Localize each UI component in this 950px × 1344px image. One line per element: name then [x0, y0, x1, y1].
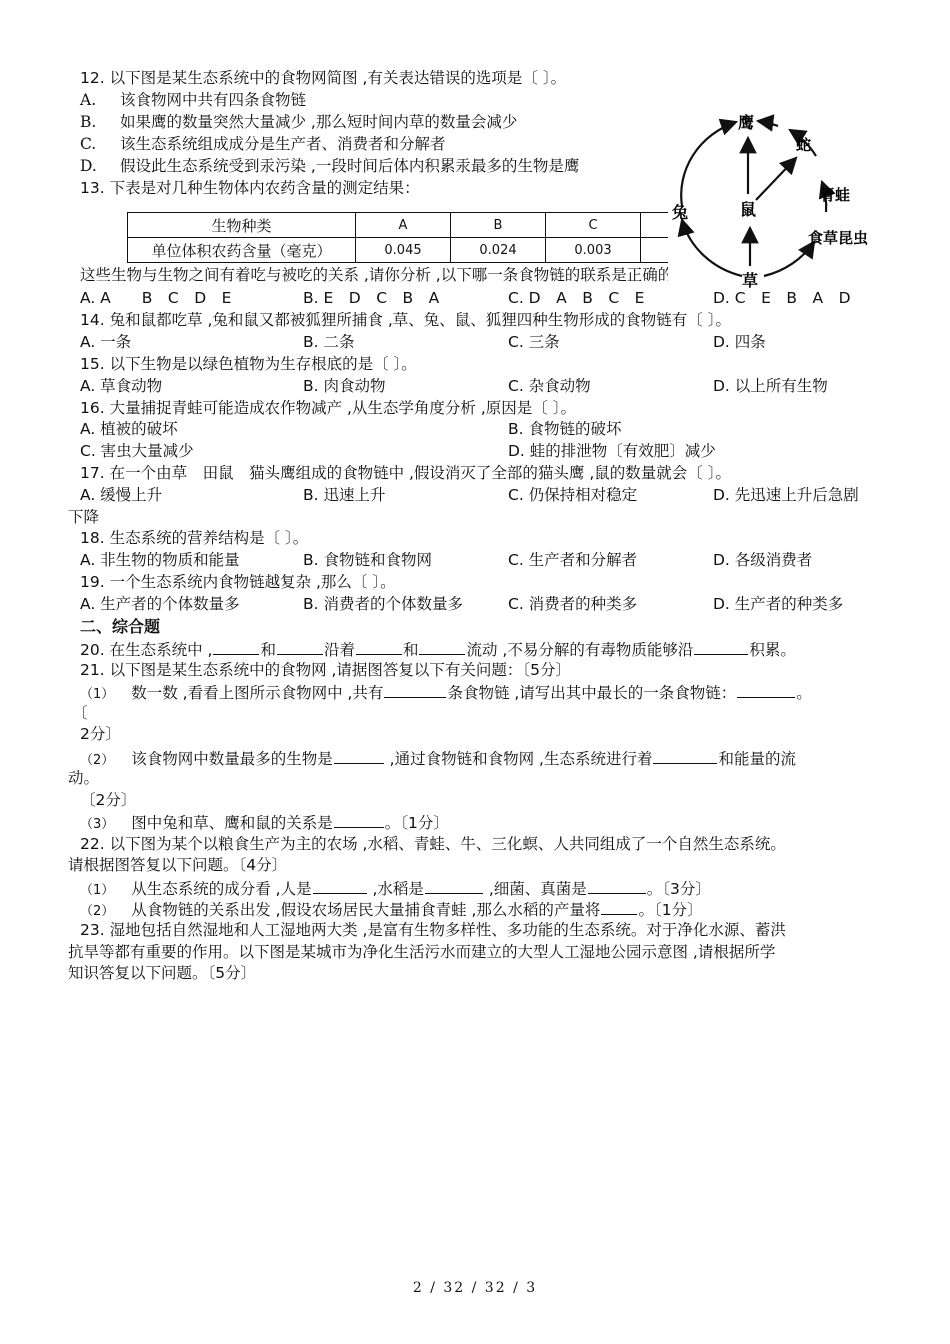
food-web-svg [668, 108, 883, 290]
q21-text: 和能量的流 [718, 750, 796, 768]
answer-blank[interactable] [601, 899, 637, 915]
answer-blank[interactable] [277, 639, 323, 655]
table-header-cell: 单位体积农药含量（毫克） [128, 238, 356, 263]
node-insect: 食草昆虫 [808, 229, 869, 247]
q21-text: 数一数 ,看看上图所示食物网中 ,共有 [131, 684, 384, 702]
q21-sub2-wrap2: 〔2分〕 [80, 791, 137, 809]
answer-blank[interactable] [737, 682, 795, 698]
q13-option-d: D. C E B A D [713, 289, 851, 307]
q14-stem: 14. 兔和鼠都吃草 ,兔和鼠又都被狐狸所捕食 ,草、兔、鼠、狐狸四种生物形成的食物链有〔 〕。 [80, 311, 731, 329]
q13-stem: 13. 下表是对几种生物体内农药含量的测定结果： [80, 179, 420, 197]
arrow-mouse-snake [756, 158, 796, 200]
answer-blank[interactable] [356, 639, 402, 655]
q18-option-a: A. 非生物的物质和能量 [80, 551, 240, 569]
q14-option-c: C. 三条 [508, 333, 560, 351]
option-letter: D. [80, 157, 97, 175]
q17-stem: 17. 在一个由草 田鼠 猫头鹰组成的食物链中 ,假设消灭了全部的猫头鹰 ,鼠的数量就会〔 〕。 [80, 464, 731, 482]
q23-line2: 抗旱等都有重要的作用。以下图是某城市为净化生活污水而建立的大型人工湿地公园示意图 ,请根据所学 [68, 943, 776, 961]
answer-blank[interactable] [384, 682, 446, 698]
arc-grass-rabbit [682, 220, 742, 276]
sub-number: （1） [80, 883, 115, 898]
q19-option-a: A. 生产者的个体数量多 [80, 595, 240, 613]
table-cell: 0.003 [546, 238, 641, 263]
q20-text: 和 [402, 641, 419, 659]
option-text: 如果鹰的数量突然大量减少 ,那么短时间内草的数量会减少 [120, 113, 518, 131]
q13-question: 这些生物与生物之间有着吃与被吃的关系 ,请你分析 ,以下哪一条食物链的联系是正确的〔 〕。 [80, 266, 717, 284]
q19-option-c: C. 消费者的种类多 [508, 595, 638, 613]
table-cell: B [451, 213, 546, 238]
q16-stem: 16. 大量捕捉青蛙可能造成农作物减产 ,从生态学角度分析 ,原因是〔 〕。 [80, 399, 576, 417]
answer-blank[interactable] [694, 639, 748, 655]
sub-number: （3） [80, 817, 115, 832]
option-text: 该生态系统组成成分是生产者、消费者和分解者 [120, 135, 446, 153]
q21-text: 。〔1分〕 [384, 814, 449, 832]
q15-option-a: A. 草食动物 [80, 377, 163, 395]
q13-option-c: C. D A B C E [508, 289, 645, 307]
q13-option-b: B. E D C B A [303, 289, 440, 307]
q21-stem: 21. 以下图是某生态系统中的食物网 ,请据图答复以下有关问题：〔5分〕 [80, 661, 572, 679]
answer-blank[interactable] [334, 812, 384, 828]
q17-option-c: C. 仍保持相对稳定 [508, 486, 638, 504]
q22-text: ,水稻是 [367, 880, 424, 898]
q21-text: 。 [796, 684, 812, 702]
q21-text: ,通过食物链和食物网 ,生态系统进行着 [384, 750, 653, 768]
table-row [128, 213, 736, 238]
answer-blank[interactable] [425, 878, 483, 894]
option-letter: A. [80, 91, 97, 109]
q19-option-b: B. 消费者的个体数量多 [303, 595, 463, 613]
q21-sub1-wrap2: 2分〕 [80, 725, 121, 743]
table-cell: D [641, 213, 736, 238]
q20-text: 和 [260, 641, 276, 659]
node-snake: 蛇 [796, 136, 812, 154]
node-grass: 草 [742, 271, 759, 290]
option-letter: B. [80, 113, 97, 131]
q12-option-d [80, 156, 580, 176]
node-frog: 青蛙 [820, 186, 851, 204]
answer-blank[interactable] [213, 639, 259, 655]
answer-blank[interactable] [334, 748, 384, 764]
table-cell: 0.024 [451, 238, 546, 263]
q18-option-d: D. 各级消费者 [713, 551, 813, 569]
q19-option-d: D. 生产者的种类多 [713, 595, 844, 613]
arc-grass-insect [764, 242, 814, 276]
arc-rabbit-eagle [681, 122, 736, 206]
q21-text: 图中兔和草、鹰和鼠的关系是 [131, 814, 333, 832]
q22-sub1 [80, 878, 711, 901]
q22-sub2 [80, 899, 703, 922]
q18-stem: 18. 生态系统的营养结构是〔 〕。 [80, 529, 309, 547]
q19-stem: 19. 一个生态系统内食物链越复杂 ,那么〔 〕。 [80, 573, 396, 591]
food-web-diagram [668, 108, 883, 294]
q23-line1: 23. 湿地包括自然湿地和人工湿地两大类 ,是富有生物多样性、多功能的生态系统。对于净化水源、蓄洪 [80, 921, 786, 939]
q15-option-d: D. 以上所有生物 [713, 377, 828, 395]
q21-sub1 [80, 682, 812, 705]
q22-stem-line2: 请根据图答复以下问题。〔4分〕 [68, 856, 288, 874]
q20-text: 沿着 [323, 641, 355, 659]
q15-stem: 15. 以下生物是以绿色植物为生存根底的是〔 〕。 [80, 355, 417, 373]
q23-line3: 知识答复以下问题。〔5分〕 [68, 964, 257, 982]
q16-option-d: D. 蛙的排泄物〔有效肥〕减少 [508, 442, 716, 460]
q14-option-b: B. 二条 [303, 333, 355, 351]
q14-option-a: A. 一条 [80, 333, 132, 351]
q22-text: ,细菌、真菌是 [483, 880, 587, 898]
table-cell: C [546, 213, 641, 238]
q18-option-b: B. 食物链和食物网 [303, 551, 432, 569]
q22-text: 。〔3分〕 [646, 880, 711, 898]
q16-option-a: A. 植被的破坏 [80, 420, 178, 438]
q16-option-c: C. 害虫大量减少 [80, 442, 194, 460]
q15-option-b: B. 肉食动物 [303, 377, 386, 395]
option-text: 假设此生态系统受到汞污染 ,一段时间后体内积累汞最多的生物是鹰 [120, 157, 580, 175]
q17-option-a: A. 缓慢上升 [80, 486, 163, 504]
q21-sub3 [80, 812, 449, 835]
q21-sub1-wrap1: 〔 [72, 704, 88, 722]
q12-option-a [80, 90, 307, 110]
q20-text: 积累。 [749, 641, 796, 659]
node-mouse: 鼠 [740, 200, 757, 219]
q12-option-c [80, 134, 446, 154]
q13-option-a: A. A B C D E [80, 289, 232, 307]
table-cell: 0.045 [356, 238, 451, 263]
q12-option-b [80, 112, 518, 132]
table-cell: 0.145 [641, 238, 736, 263]
q16-option-b: B. 食物链的破坏 [508, 420, 622, 438]
sub-number: （1） [80, 687, 115, 702]
q20-text: 流动 ,不易分解的有毒物质能够沿 [466, 641, 694, 659]
table-row [128, 238, 736, 263]
table-cell: A [356, 213, 451, 238]
page-footer: 2 / 32 / 32 / 3 [412, 1280, 538, 1296]
node-eagle: 鹰 [738, 113, 755, 132]
q21-text: 条食物链 ,请写出其中最长的一条食物链： [447, 684, 737, 702]
q17-option-d-wrap: 下降 [68, 508, 100, 526]
table-header-cell: 生物种类 [128, 213, 356, 238]
answer-blank[interactable] [588, 878, 646, 894]
q21-sub2-wrap1: 动。 [68, 769, 100, 787]
node-rabbit: 兔 [672, 203, 689, 222]
q12-stem: 12. 以下图是某生态系统中的食物网简图 ,有关表达错误的选项是〔 〕。 [80, 69, 567, 87]
arc-snake-eagle [758, 121, 778, 126]
q21-sub2 [80, 748, 796, 771]
q14-option-d: D. 四条 [713, 333, 766, 351]
q18-option-c: C. 生产者和分解者 [508, 551, 638, 569]
answer-blank[interactable] [313, 878, 367, 894]
q22-text: 从食物链的关系出发 ,假设农场居民大量捕食青蛙 ,那么水稻的产量将 [131, 901, 601, 919]
q21-text: 该食物网中数量最多的生物是 [131, 750, 333, 768]
q17-option-d: D. 先迅速上升后急剧 [713, 486, 859, 504]
answer-blank[interactable] [419, 639, 465, 655]
q15-option-c: C. 杂食动物 [508, 377, 591, 395]
answer-blank[interactable] [653, 748, 717, 764]
q20-line [80, 639, 796, 660]
q22-stem-line1: 22. 以下图为某个以粮食生产为主的农场 ,水稻、青蛙、牛、三化螟、人共同组成了一个自然生态系统。 [80, 835, 786, 853]
q22-text: 。〔1分〕 [638, 901, 703, 919]
sub-number: （2） [80, 753, 115, 768]
sub-number: （2） [80, 904, 115, 919]
q20-text: 20. 在生态系统中 , [80, 641, 213, 659]
q17-option-b: B. 迅速上升 [303, 486, 386, 504]
section-heading: 二、综合题 [80, 617, 161, 636]
q22-text: 从生态系统的成分看 ,人是 [131, 880, 312, 898]
pesticide-table [127, 212, 736, 263]
option-text: 该食物网中共有四条食物链 [120, 91, 307, 109]
option-letter: C. [80, 135, 97, 153]
